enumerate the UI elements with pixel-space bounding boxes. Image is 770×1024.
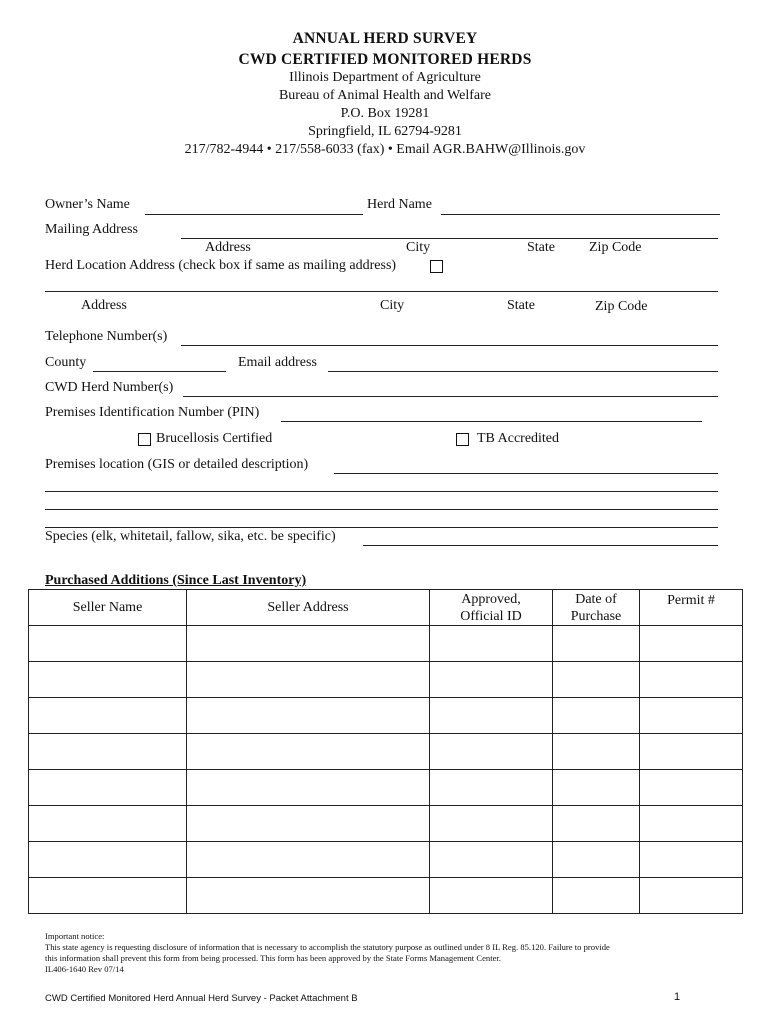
county-field[interactable] — [93, 371, 226, 372]
pin-field[interactable] — [281, 421, 702, 422]
notice-heading: Important notice: — [45, 931, 105, 941]
form-title-line-2: CWD CERTIFIED MONITORED HERDS — [238, 51, 532, 68]
location-address-caption: Address — [81, 298, 127, 313]
seller-address-header-text: Seller Address — [267, 600, 349, 615]
seller-name-cell[interactable] — [29, 626, 187, 662]
cwd-herd-number-label: CWD Herd Number(s) — [45, 380, 174, 395]
purchase-date-cell[interactable] — [553, 806, 640, 842]
email-label: Email address — [238, 355, 317, 370]
date-header-line-2: Purchase — [570, 608, 622, 624]
official-id-cell[interactable] — [430, 626, 553, 662]
seller-address-cell[interactable] — [187, 770, 430, 806]
permit-cell[interactable] — [640, 878, 743, 914]
owners-name-field[interactable] — [145, 214, 363, 215]
notice-line-2: this information shall prevent this form from being processed. This form has been approved by the State Forms Management Center. — [45, 953, 501, 963]
contact-info: 217/782-4944 • 217/558-6033 (fax) • Email AGR.BAHW@Illinois.gov — [184, 142, 586, 157]
purchase-date-cell[interactable] — [553, 662, 640, 698]
premises-location-line-4[interactable] — [45, 527, 718, 528]
telephone-field[interactable] — [181, 345, 718, 346]
table-row — [29, 662, 743, 698]
official-id-cell[interactable] — [430, 734, 553, 770]
table-header-row — [29, 590, 743, 626]
species-label: Species (elk, whitetail, fallow, sika, etc. be specific) — [45, 529, 336, 544]
permit-cell[interactable] — [640, 626, 743, 662]
tb-accredited-label: TB Accredited — [477, 431, 560, 446]
mailing-city-caption: City — [406, 240, 431, 255]
county-label: County — [45, 355, 87, 370]
seller-name-header — [29, 590, 187, 626]
table-row — [29, 770, 743, 806]
mailing-address-caption: Address — [205, 240, 251, 255]
owners-name-label: Owner’s Name — [45, 197, 130, 212]
form-id: IL406-1640 Rev 07/14 — [45, 964, 124, 974]
permit-header — [640, 590, 743, 626]
tb-accredited-checkbox[interactable] — [456, 433, 469, 446]
premises-location-line-2[interactable] — [45, 491, 718, 492]
mailing-state-caption: State — [527, 240, 555, 255]
seller-address-cell[interactable] — [187, 842, 430, 878]
seller-name-header-text: Seller Name — [72, 600, 143, 615]
premises-location-line-3[interactable] — [45, 509, 718, 510]
important-notice — [45, 931, 735, 975]
seller-address-cell[interactable] — [187, 806, 430, 842]
seller-name-cell[interactable] — [29, 842, 187, 878]
herd-name-label: Herd Name — [367, 197, 432, 212]
herd-location-label: Herd Location Address (check box if same as mailing address) — [45, 258, 397, 273]
seller-address-cell[interactable] — [187, 626, 430, 662]
brucellosis-checkbox[interactable] — [138, 433, 151, 446]
seller-address-cell[interactable] — [187, 662, 430, 698]
purchase-date-cell[interactable] — [553, 842, 640, 878]
page-number: 1 — [674, 991, 681, 1003]
po-box: P.O. Box 19281 — [340, 106, 430, 121]
permit-cell[interactable] — [640, 698, 743, 734]
purchase-date-cell[interactable] — [553, 734, 640, 770]
permit-cell[interactable] — [640, 734, 743, 770]
official-id-cell[interactable] — [430, 770, 553, 806]
location-zip-caption: Zip Code — [595, 299, 648, 314]
herd-name-field[interactable] — [441, 214, 720, 215]
purchase-date-cell[interactable] — [553, 878, 640, 914]
seller-name-cell[interactable] — [29, 770, 187, 806]
table-row — [29, 878, 743, 914]
same-as-mailing-checkbox[interactable] — [430, 260, 443, 273]
seller-name-cell[interactable] — [29, 878, 187, 914]
approved-header-line-1: Approved, — [461, 591, 521, 607]
mailing-address-label: Mailing Address — [45, 222, 138, 237]
purchase-date-cell[interactable] — [553, 698, 640, 734]
permit-header-text: Permit # — [667, 593, 715, 608]
seller-address-cell[interactable] — [187, 878, 430, 914]
notice-line-1: This state agency is requesting disclosure of information that is necessary to accomplish the statutory purpose as outlined under 8 IL Reg. 85.120. Failure to provide — [45, 942, 610, 952]
seller-address-header — [187, 590, 430, 626]
table-row — [29, 842, 743, 878]
seller-name-cell[interactable] — [29, 662, 187, 698]
permit-cell[interactable] — [640, 662, 743, 698]
approved-header-line-2: Official ID — [460, 608, 522, 624]
official-id-cell[interactable] — [430, 878, 553, 914]
permit-cell[interactable] — [640, 842, 743, 878]
official-id-cell[interactable] — [430, 662, 553, 698]
table-row — [29, 626, 743, 662]
location-state-caption: State — [507, 298, 535, 313]
seller-name-cell[interactable] — [29, 806, 187, 842]
premises-location-field[interactable] — [334, 473, 718, 474]
seller-address-cell[interactable] — [187, 698, 430, 734]
email-field[interactable] — [328, 371, 718, 372]
premises-location-label: Premises location (GIS or detailed description) — [45, 457, 309, 472]
pin-label: Premises Identification Number (PIN) — [45, 405, 260, 420]
footer-text: CWD Certified Monitored Herd Annual Herd Survey - Packet Attachment B — [45, 993, 358, 1004]
official-id-cell[interactable] — [430, 842, 553, 878]
official-id-cell[interactable] — [430, 698, 553, 734]
table-row — [29, 698, 743, 734]
telephone-label: Telephone Number(s) — [45, 329, 168, 344]
seller-name-cell[interactable] — [29, 698, 187, 734]
purchased-additions-heading: Purchased Additions (Since Last Inventory) — [45, 573, 307, 588]
form-title-line-1: ANNUAL HERD SURVEY — [292, 30, 478, 47]
official-id-cell[interactable] — [430, 806, 553, 842]
approved-official-id-header — [430, 590, 553, 626]
table-row — [29, 734, 743, 770]
purchase-date-cell[interactable] — [553, 770, 640, 806]
species-field[interactable] — [363, 545, 718, 546]
cwd-herd-number-field[interactable] — [183, 396, 718, 397]
date-of-purchase-header — [553, 590, 640, 626]
location-city-caption: City — [380, 298, 405, 313]
permit-cell[interactable] — [640, 770, 743, 806]
purchased-additions-table — [28, 589, 743, 914]
mailing-address-field[interactable] — [181, 238, 718, 239]
brucellosis-label: Brucellosis Certified — [156, 431, 273, 446]
bureau-name: Bureau of Animal Health and Welfare — [278, 88, 492, 103]
table-row — [29, 806, 743, 842]
purchase-date-cell[interactable] — [553, 626, 640, 662]
department-name: Illinois Department of Agriculture — [289, 70, 481, 85]
date-header-line-1: Date of — [575, 591, 617, 607]
herd-location-field[interactable] — [45, 291, 718, 292]
seller-address-cell[interactable] — [187, 734, 430, 770]
mailing-zip-caption: Zip Code — [589, 240, 642, 255]
city-state-zip: Springfield, IL 62794-9281 — [308, 124, 462, 139]
seller-name-cell[interactable] — [29, 734, 187, 770]
permit-cell[interactable] — [640, 806, 743, 842]
